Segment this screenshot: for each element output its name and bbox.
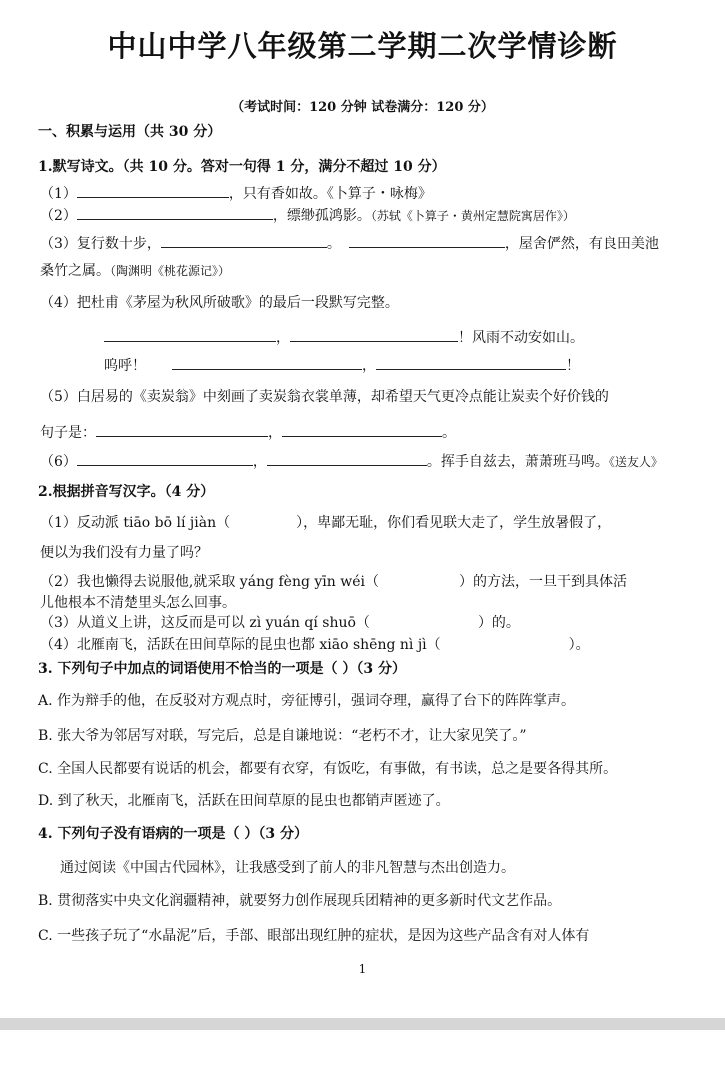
q3-option-a: A. 作为辩手的他，在反驳对方观点时，旁征博引，强词夺理，赢得了台下的阵阵掌声。 — [38, 693, 576, 709]
q1-item5-line2 — [40, 423, 456, 442]
q4-option-c: C. 一些孩子玩了“水晶泥”后，手部、眼部出现红肿的症状，是因为这些产品含有对人体有 — [38, 928, 590, 944]
q2-item4-tail: ）。 — [568, 637, 590, 653]
q4-heading: 4. 下列句子没有语病的一项是（ ）（3 分） — [38, 826, 308, 842]
q1-item5-blank-2[interactable] — [282, 423, 442, 437]
q2-item3-head: （3）从道义上讲，这反而是可以 zì yuán qí shuō（ — [40, 615, 370, 631]
q3-option-c: C. 全国人民都要有说话的机会，都要有衣穿，有饭吃，有事做，有书读，总之是要各得其所。 — [38, 761, 618, 777]
q1-item3-mid: 。 — [326, 236, 341, 252]
q1-item6-blank-2[interactable] — [267, 452, 427, 466]
q1-item4-line1 — [104, 328, 584, 347]
q2-item4 — [40, 636, 590, 654]
q1-item5-line2-head: 句子是： — [40, 425, 96, 441]
q3-heading: 3. 下列句子中加点的词语使用不恰当的一项是（ ）（3 分） — [38, 661, 406, 677]
q1-item1-blank[interactable] — [77, 184, 229, 198]
q1-item6-tail: 。挥手自兹去，萧萧班马鸣。 — [426, 454, 609, 470]
q2-item1 — [40, 514, 611, 532]
q1-item3-tail: ，屋舍俨然，有良田美池 — [504, 236, 659, 252]
q2-item1-head: （1）反动派 tiāo bō lí jiàn（ — [40, 515, 231, 531]
q3-option-d: D. 到了秋天，北雁南飞，活跃在田间草原的昆虫也都销声匿迹了。 — [38, 793, 450, 809]
q1-item1-tail: ，只有香如故。《卜算子・咏梅》 — [228, 186, 432, 202]
q1-item4-heading: （4）把杜甫《茅屋为秋风所破歌》的最后一段默写完整。 — [40, 295, 399, 311]
q1-item3-line2 — [40, 262, 230, 280]
q1-item5: （5）白居易的《卖炭翁》中刻画了卖炭翁衣裳单薄，却希望天气更冷点能让炭卖个好价钱的 — [40, 389, 609, 405]
q1-item4-comma: ， — [276, 330, 290, 346]
q1-item3-blank-1[interactable] — [161, 234, 327, 248]
q1-item4-blank-4[interactable] — [376, 356, 566, 370]
q2-item3-tail: ）的。 — [477, 615, 520, 631]
q1-item3-blank-2[interactable] — [349, 234, 505, 248]
q1-item4-tail: ！风雨不动安如山。 — [458, 330, 584, 346]
q1-item2-source: （苏轼《卜算子・黄州定慧院寓居作》） — [370, 209, 575, 223]
q1-item3-line2-text: 桑竹之属。 — [40, 263, 110, 279]
q1-item4-line2-end: ！ — [566, 358, 580, 374]
q1-item5-comma: ， — [268, 425, 282, 441]
q2-item2 — [40, 573, 627, 591]
q1-item4-line2 — [104, 356, 580, 375]
page-number: 1 — [358, 962, 367, 976]
q1-item6-blank-1[interactable] — [77, 452, 253, 466]
q4-option-b: B. 贯彻落实中央文化润疆精神，就要努力创作展现兵团精神的更多新时代文艺作品。 — [38, 893, 562, 909]
q1-item2 — [40, 206, 575, 225]
page-bottom-band — [0, 1018, 725, 1030]
q2-item4-head: （4）北雁南飞，活跃在田间草际的昆虫也都 xiāo shēng nì jì（ — [40, 637, 441, 653]
q1-item1 — [40, 184, 432, 203]
exam-title: 中山中学八年级第二学期二次学情诊断 — [107, 29, 618, 63]
q2-heading: 2.根据拼音写汉字。（4 分） — [38, 484, 215, 500]
q1-item6-source: 《送友人》 — [608, 455, 663, 469]
q2-item1-line2: 便以为我们没有力量了吗？ — [40, 545, 208, 561]
q1-item4-blank-2[interactable] — [290, 328, 458, 342]
q1-item5-end: 。 — [442, 425, 456, 441]
exam-subtitle: （考试时间：120 分钟 试卷满分：120 分） — [231, 100, 494, 115]
q2-item2-line2: 儿他根本不清楚里头怎么回事。 — [40, 595, 236, 611]
q1-item5-blank-1[interactable] — [96, 423, 268, 437]
q2-item2-tail: ）的方法，一旦干到具体活 — [459, 574, 627, 590]
q2-item1-tail: ），卑鄙无耻，你们看见联大走了，学生放暑假了， — [296, 515, 612, 531]
q1-item1-num: （1） — [40, 186, 77, 202]
q1-item2-tail: ，缥缈孤鸿影。 — [272, 208, 371, 224]
q2-item3 — [40, 614, 520, 632]
q1-item6-comma: ， — [252, 454, 267, 470]
q1-item6 — [40, 452, 663, 471]
q1-item3-source: （陶渊明《桃花源记》） — [110, 264, 231, 278]
q1-item6-num: （6） — [40, 454, 77, 470]
q1-item4-line2-comma: ， — [362, 358, 376, 374]
blank-area — [0, 1030, 725, 1068]
q1-item2-num: （2） — [40, 208, 77, 224]
q1-item4-blank-1[interactable] — [104, 328, 276, 342]
q1-item4-blank-3[interactable] — [172, 356, 362, 370]
q2-item2-head: （2）我也懒得去说服他,就采取 yáng fèng yīn wéi（ — [40, 574, 379, 590]
section1-heading: 一、积累与运用（共 30 分） — [38, 124, 222, 140]
q4-option-a: 通过阅读《中国古代园林》，让我感受到了前人的非凡智慧与杰出创造力。 — [60, 860, 515, 876]
q1-item3 — [40, 234, 659, 253]
q1-item3-head: （3）复行数十步， — [40, 236, 161, 252]
q1-item2-blank[interactable] — [77, 206, 273, 220]
q1-item4-line2-head: 呜呼！ — [104, 358, 146, 374]
q1-heading: 1.默写诗文。（共 10 分。答对一句得 1 分，满分不超过 10 分） — [38, 159, 446, 175]
q3-option-b: B. 张大爷为邻居写对联，写完后，总是自谦地说：“老朽不才，让大家见笑了。” — [38, 728, 527, 744]
